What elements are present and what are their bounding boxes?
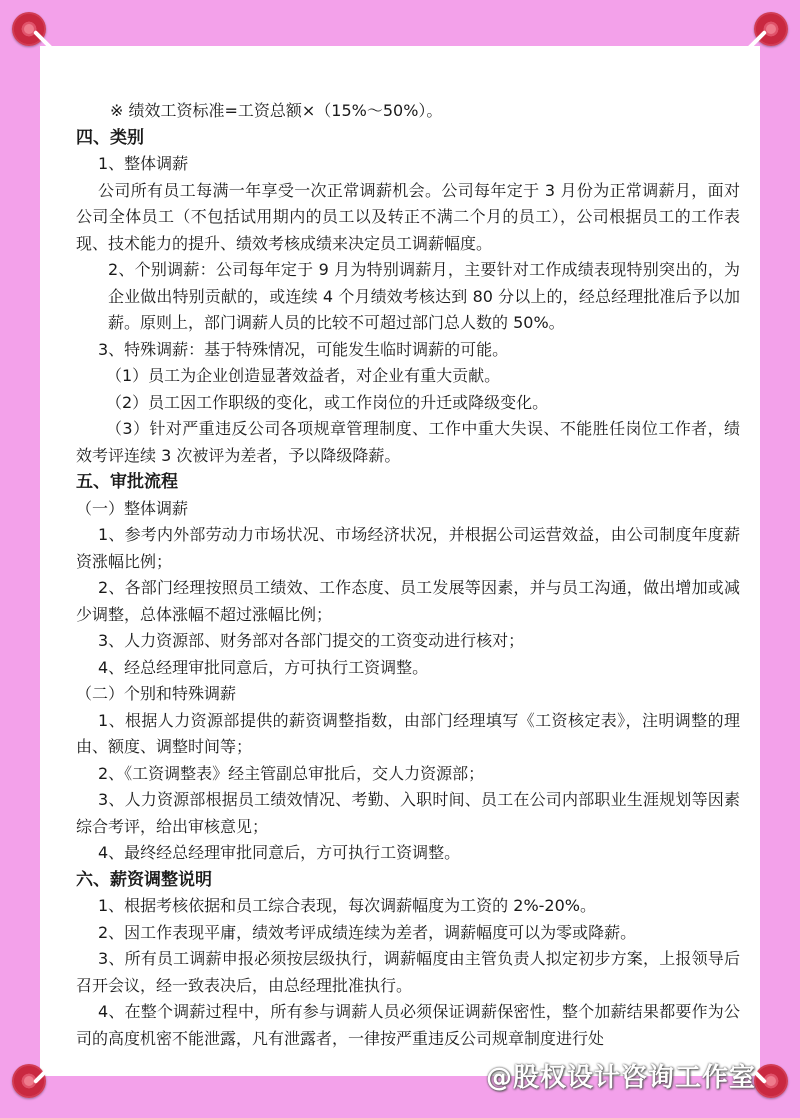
paragraph: 1、根据考核依据和员工综合表现，每次调薪幅度为工资的 2%-20%。 — [98, 896, 596, 915]
paragraph: 2、因工作表现平庸，绩效考评成绩连续为差者，调薪幅度可以为零或降薪。 — [98, 922, 637, 942]
pin-icon — [12, 1064, 46, 1098]
paragraph: 2、《工资调整表》经主管副总审批后，交人力资源部； — [98, 763, 485, 783]
paragraph: 3、人力资源部根据员工绩效情况、考勤、入职时间、员工在公司内部职业生涯规划等因素综合考评，给出审核意见； — [76, 790, 740, 836]
item-title: 3、特殊调薪：基于特殊情况，可能发生临时调薪的可能。 — [98, 339, 509, 359]
pin-icon — [754, 12, 788, 46]
paragraph: 2、个别调薪：公司每年定于 9 月为特别调薪月，主要针对工作成绩表现特别突出的，为企业做出特别贡献的，或连续 4 个月绩效考核达到 80 分以上的，经总经理批准后予以加薪。原则上，部门调薪人员的比较不可超过部门总人数的 50%。 — [108, 260, 740, 332]
section-title: 四、类别 — [76, 127, 144, 148]
item-title: 1、整体调薪 — [98, 154, 189, 173]
paragraph: 3、所有员工调薪申报必须按层级执行，调薪幅度由主管负责人拟定初步方案，上报领导后召开会议，经一致表决后，由总经理批准执行。 — [76, 949, 740, 995]
paragraph: 4、最终经总经理审批同意后，方可执行工资调整。 — [98, 843, 461, 862]
pin-icon — [754, 1064, 788, 1098]
paragraph: 3、人力资源部、财务部对各部门提交的工资变动进行核对； — [98, 631, 525, 650]
paragraph: 4、在整个调薪过程中，所有参与调薪人员必须保证调薪保密性，整个加薪结果都要作为公司的高度机密不能泄露，凡有泄露者，一律按严重违反公司规章制度进行处 — [76, 1002, 740, 1048]
sub-item: （2）员工因工作职级的变化，或工作岗位的升迁或降级变化。 — [106, 392, 549, 412]
formula-line: ※ 绩效工资标准=工资总额×（15%～50%）。 — [110, 101, 443, 120]
paragraph: 1、根据人力资源部提供的薪资调整指数，由部门经理填写《工资核定表》，注明调整的理由、额度、调整时间等； — [76, 710, 740, 756]
part-title: （二）个别和特殊调薪 — [76, 684, 237, 703]
sub-item: （3）针对严重违反公司各项规章管理制度、工作中重大失误、不能胜任岗位工作者，绩效考评连续 3 次被评为差者，予以降级降薪。 — [76, 419, 740, 465]
paragraph: 1、参考内外部劳动力市场状况、市场经济状况，并根据公司运营效益，由公司制度年度薪资涨幅比例； — [76, 525, 740, 571]
paragraph: 公司所有员工每满一年享受一次正常调薪机会。公司每年定于 3 月份为正常调薪月，面对公司全体员工（不包括试用期内的员工以及转正不满二个月的员工），公司根据员工的工作表现、技术能力的提升、绩效考核成绩来决定员工调薪幅度。 — [76, 180, 740, 253]
document-body — [76, 98, 740, 1052]
paragraph: 4、经总经理审批同意后，方可执行工资调整。 — [98, 657, 429, 677]
section-title: 六、薪资调整说明 — [76, 869, 212, 890]
paragraph: 2、各部门经理按照员工绩效、工作态度、员工发展等因素，并与员工沟通，做出增加或减少调整，总体涨幅不超过涨幅比例； — [76, 578, 740, 624]
part-title: （一）整体调薪 — [76, 498, 189, 518]
watermark: @股权设计咨询工作室 — [485, 1063, 756, 1093]
sub-item: （1）员工为企业创造显著效益者，对企业有重大贡献。 — [106, 366, 501, 385]
section-title: 五、审批流程 — [76, 472, 178, 492]
